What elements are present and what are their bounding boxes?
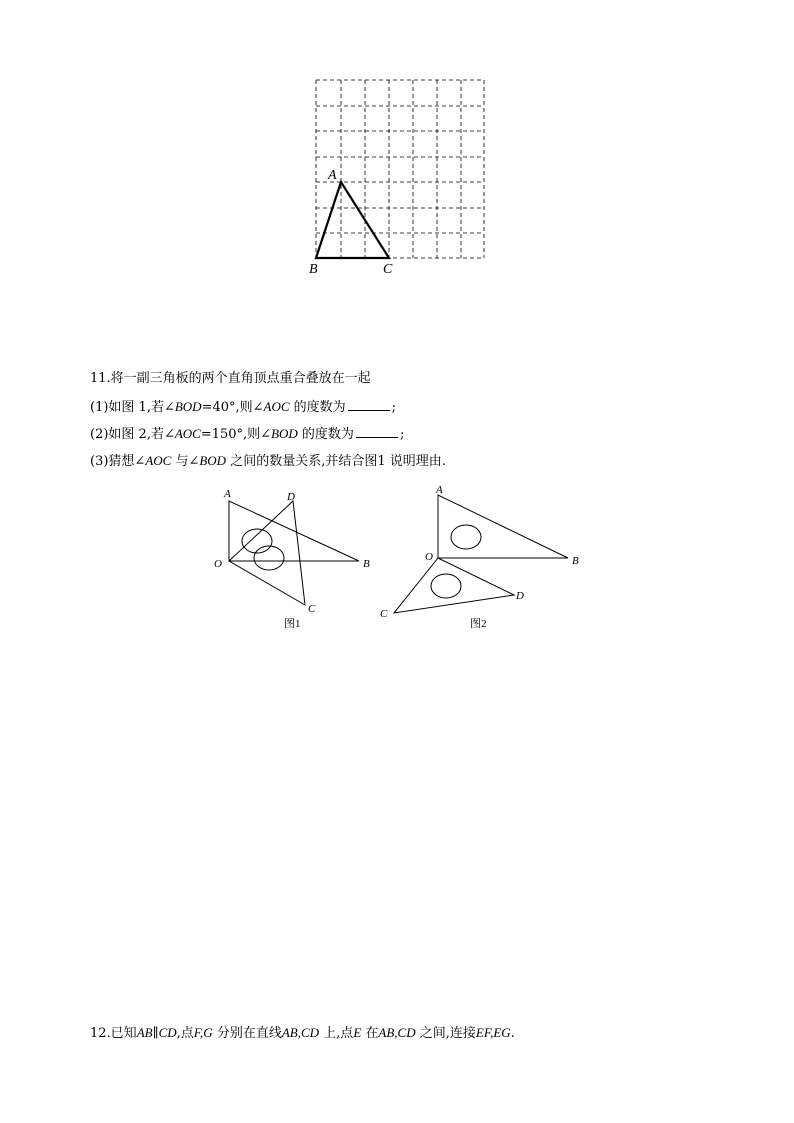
dashed-grid — [316, 80, 484, 258]
fig2-label-a: A — [436, 484, 443, 496]
set-square-aob — [438, 495, 568, 558]
hole-circle-2 — [254, 546, 284, 570]
label-b: B — [309, 262, 318, 277]
figure-2 — [372, 483, 592, 633]
q12-stem: 12.已知AB∥CD,点F,G 分别在直线AB,CD 上,点E 在AB,CD 之间,连接EF,EG. — [90, 1025, 515, 1041]
fig1-caption: 图1 — [284, 618, 301, 630]
hole-circle-2 — [431, 574, 461, 598]
triangle-abc — [316, 182, 389, 258]
fig2-label-b: B — [572, 555, 579, 567]
q11-part2: (2)如图 2,若∠AOC=150°,则∠BOD 的度数为 ; — [90, 426, 405, 442]
fig2-caption: 图2 — [470, 618, 487, 630]
fig1-label-a: A — [224, 488, 231, 500]
grid-triangle-figure — [300, 70, 500, 285]
fig1-label-b: B — [363, 558, 370, 570]
label-a: A — [328, 168, 337, 183]
q11-part1: (1)如图 1,若∠BOD=40°,则∠AOC 的度数为 ; — [90, 399, 397, 415]
q11-stem: 11.将一副三角板的两个直角顶点重合叠放在一起 — [90, 371, 371, 386]
set-square-cod — [394, 558, 514, 613]
fig1-label-d: D — [287, 491, 295, 503]
label-c: C — [383, 262, 393, 277]
fig2-label-c: C — [380, 608, 388, 620]
figure-1 — [205, 483, 385, 633]
answer-blank-1[interactable] — [348, 398, 390, 411]
fig2-label-o: O — [425, 551, 433, 563]
fig1-label-c: C — [308, 603, 316, 615]
fig2-label-d: D — [516, 590, 524, 602]
hole-circle-1 — [451, 525, 481, 549]
q11-part3: (3)猜想∠AOC 与∠BOD 之间的数量关系,并结合图1 说明理由. — [90, 453, 446, 469]
answer-blank-2[interactable] — [356, 425, 398, 438]
fig1-label-o: O — [214, 558, 222, 570]
set-square-doc — [229, 501, 305, 605]
hole-circle-1 — [242, 529, 272, 553]
